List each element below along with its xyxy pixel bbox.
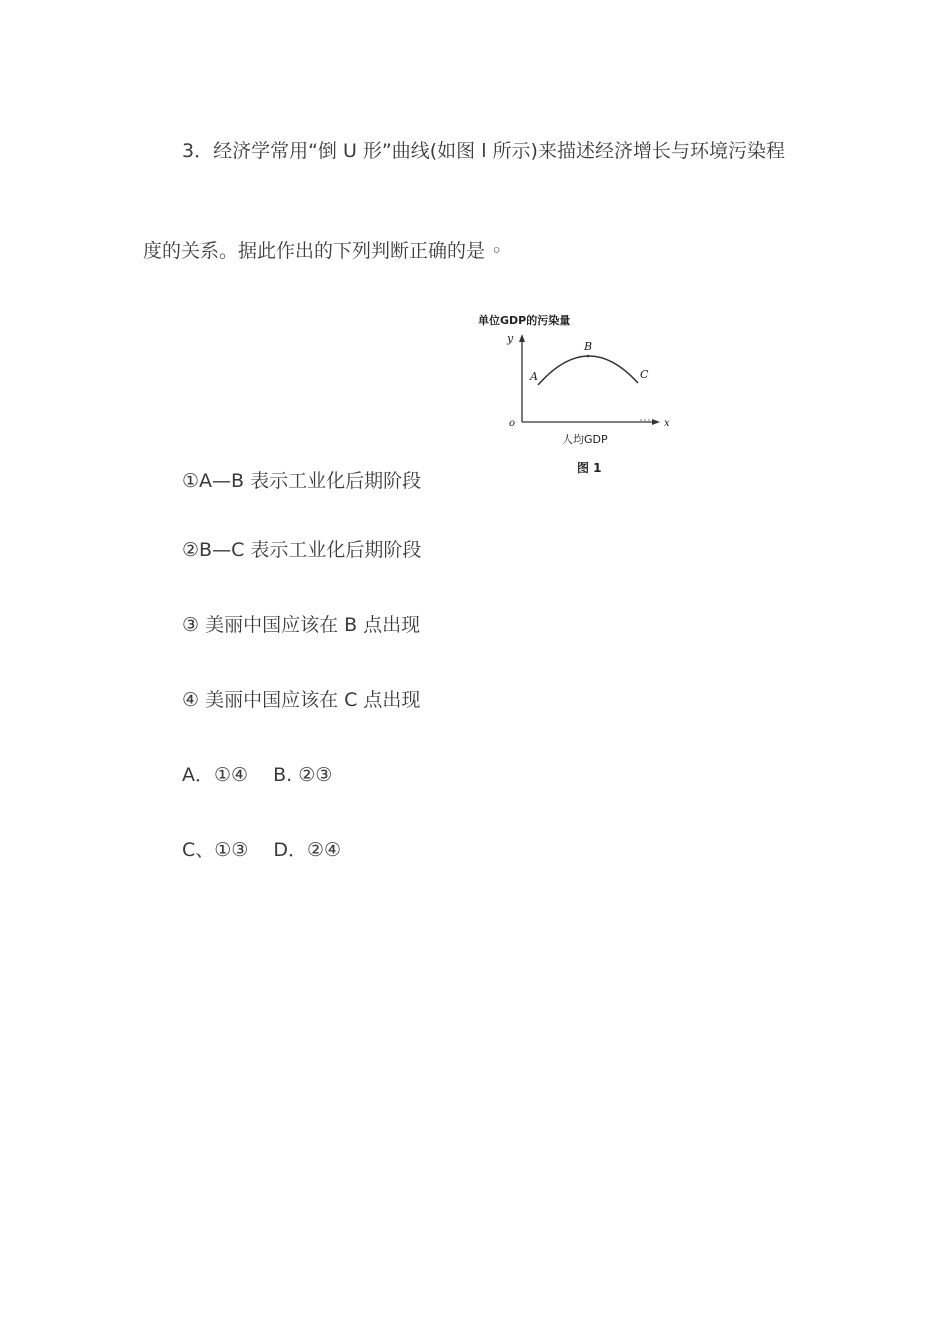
- figure-1: [478, 308, 685, 480]
- question-line-2: 度的关系。据此作出的下列判断正确的是 ◦: [143, 240, 503, 262]
- x-axis-label: x: [664, 418, 670, 429]
- origin-label: o: [509, 418, 516, 429]
- statement-2: ②B—C 表示工业化后期阶段: [182, 539, 422, 561]
- x-axis-arrow: [652, 419, 660, 425]
- inverted-u-curve-diagram: [478, 308, 685, 480]
- options-row-2: C、①③ D．②④: [182, 839, 342, 861]
- inverted-u-curve: [538, 356, 638, 385]
- point-c-label: C: [640, 368, 649, 381]
- y-axis-label: y: [507, 332, 514, 345]
- statement-1: ①A—B 表示工业化后期阶段: [182, 470, 422, 492]
- point-a-label: A: [530, 370, 538, 383]
- point-b-label: B: [584, 340, 593, 353]
- y-axis-arrow: [519, 334, 525, 342]
- y-axis-title: 单位GDP的污染量: [478, 314, 571, 327]
- point-b-marker: [587, 355, 590, 358]
- question-line-1: 3．经济学常用“倒 U 形”曲线(如图 l 所示)来描述经济增长与环境污染程: [182, 140, 785, 162]
- statement-3: ③ 美丽中国应该在 B 点出现: [182, 614, 421, 636]
- x-axis-title: 人均GDP: [562, 433, 608, 446]
- options-row-1: A．①④ B. ②③: [182, 764, 333, 786]
- figure-caption: 图 1: [577, 461, 602, 475]
- statement-4: ④ 美丽中国应该在 C 点出现: [182, 689, 421, 711]
